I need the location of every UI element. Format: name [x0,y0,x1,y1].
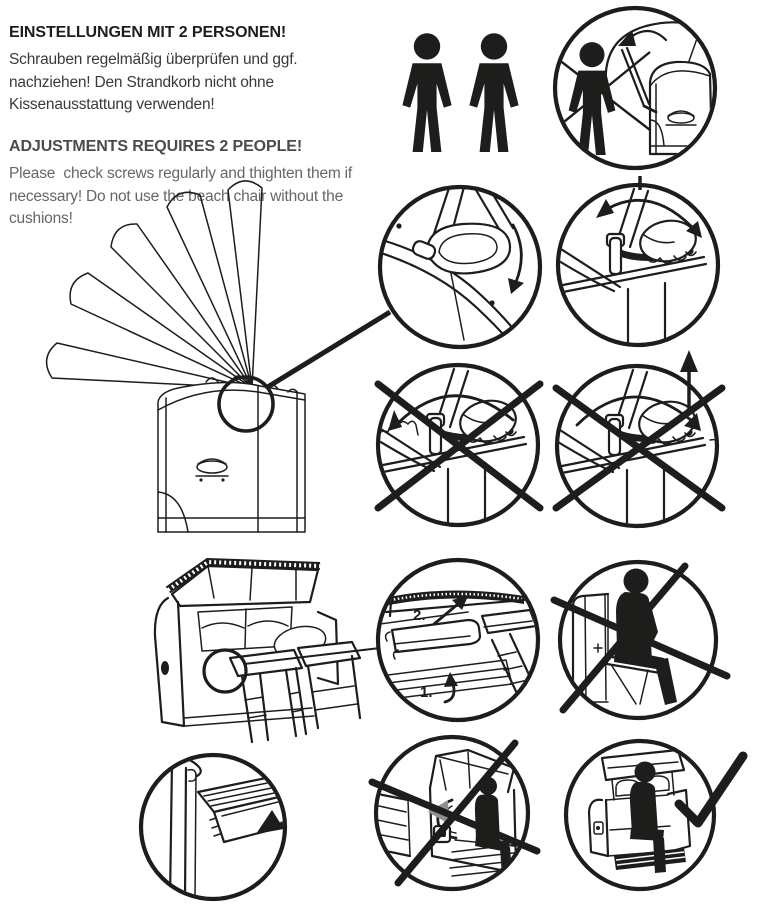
en-line-1: Please check screws regularly and thighten them if [9,165,353,182]
step-label-2: 2. [413,607,426,624]
de-line-2: nachziehen! Den Strandkorb nicht ohne [9,73,274,91]
recline-positions-icon [47,181,390,532]
no-sitting-on-footboard-icon [554,562,727,718]
beach-chair-icon [155,562,380,742]
no-pull-up-icon [556,350,730,526]
en-heading: ADJUSTMENTS REQUIRES 2 PEOPLE! [9,138,303,155]
footrest-fold-icon [141,755,303,900]
de-line-1: Schrauben regelmäßig überprüfen und ggf. [9,51,298,68]
magnifier-connector-line [266,312,390,388]
two-people-icon [402,33,518,152]
de-line-3: Kissenausstattung verwenden! [9,96,215,114]
no-wrong-grip-icon [378,365,540,525]
handle-rotate-icon [558,176,718,345]
en-line-2: necessary! Do not use the beach chair without the [9,187,343,205]
strap-release-detail-icon [378,186,540,358]
no-adjust-while-seated-icon [362,737,537,889]
footrest-order-icon [378,560,538,720]
step-label-1: 1. [420,684,433,701]
en-line-3: cushions! [9,210,73,228]
de-heading: EINSTELLUNGEN MIT 2 PERSONEN! [9,24,287,41]
correct-use-check-icon [566,741,743,889]
no-single-person-adjust-icon [554,8,716,168]
